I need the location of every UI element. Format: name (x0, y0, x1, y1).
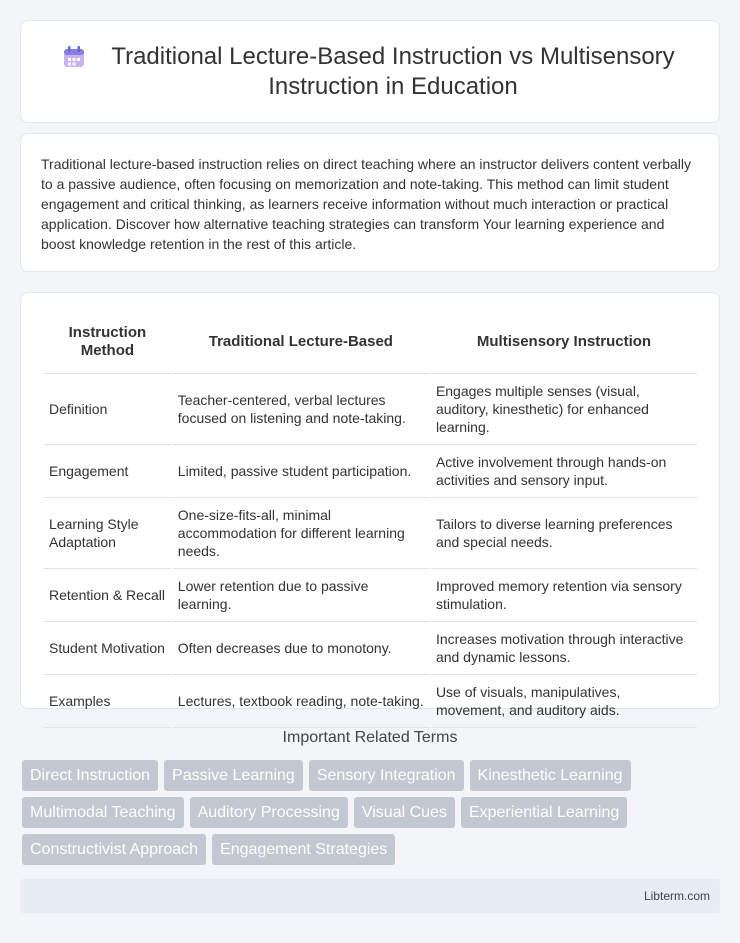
related-term-tag[interactable]: Visual Cues (354, 797, 455, 828)
table-header-row (44, 311, 697, 374)
table-row (44, 498, 697, 569)
table-cell: Definition (44, 374, 171, 445)
table-cell: Limited, passive student participation. (173, 445, 429, 498)
related-term-tag[interactable]: Multimodal Teaching (22, 797, 184, 828)
related-term-tag[interactable]: Sensory Integration (309, 760, 464, 791)
table-row (44, 569, 697, 622)
intro-paragraph: Traditional lecture-based instruction relies on direct teaching where an instructor delivers content verbally to a passive audience, often focusing on memorization and note-taking. This method can limit student engagement and critical thinking, as learners receive information without much interaction or practical application. Discover how alternative teaching strategies can transform Your learning experience and boost knowledge retention in the rest of this article. (41, 156, 692, 252)
table-cell: Examples (44, 675, 171, 728)
table-cell: One-size-fits-all, minimal accommodation for different learning needs. (173, 498, 429, 569)
related-term-tag[interactable]: Passive Learning (164, 760, 303, 791)
related-term-tag[interactable]: Constructivist Approach (22, 834, 206, 865)
table-cell: Improved memory retention via sensory stimulation. (431, 569, 697, 622)
table-cell: Increases motivation through interactive and dynamic lessons. (431, 622, 697, 675)
related-term-tag[interactable]: Engagement Strategies (212, 834, 395, 865)
related-term-tag[interactable]: Kinesthetic Learning (470, 760, 631, 791)
table-row (44, 622, 697, 675)
table-cell: Engages multiple senses (visual, auditory, kinesthetic) for enhanced learning. (431, 374, 697, 445)
comparison-table (42, 311, 699, 728)
table-cell: Lower retention due to passive learning. (173, 569, 429, 622)
footer (20, 879, 720, 913)
table-row (44, 374, 697, 445)
header-card (20, 20, 720, 123)
related-terms-list (22, 760, 722, 871)
table-cell: Lectures, textbook reading, note-taking. (173, 675, 429, 728)
calendar-icon (61, 44, 87, 70)
related-terms-heading: Important Related Terms (282, 729, 458, 746)
page-title: Traditional Lecture-Based Instruction vs Multisensory Instruction in Education (111, 42, 675, 100)
column-header: Multisensory Instruction (431, 311, 697, 374)
footer-site-link[interactable]: Libterm.com (643, 889, 710, 903)
table-cell: Active involvement through hands-on activities and sensory input. (431, 445, 697, 498)
table-cell: Tailors to diverse learning preferences and special needs. (431, 498, 697, 569)
column-header: Traditional Lecture-Based (173, 311, 429, 374)
table-cell: Student Motivation (44, 622, 171, 675)
table-cell: Learning Style Adaptation (44, 498, 171, 569)
related-term-tag[interactable]: Experiential Learning (461, 797, 627, 828)
table-row (44, 445, 697, 498)
table-cell: Teacher-centered, verbal lectures focused on listening and note-taking. (173, 374, 429, 445)
table-cell: Often decreases due to monotony. (173, 622, 429, 675)
intro-card (20, 133, 720, 272)
table-cell: Use of visuals, manipulatives, movement, and auditory aids. (431, 675, 697, 728)
table-row (44, 675, 697, 728)
table-cell: Engagement (44, 445, 171, 498)
column-header: Instruction Method (44, 311, 171, 374)
comparison-table-card (20, 292, 720, 718)
table-cell: Retention & Recall (44, 569, 171, 622)
related-term-tag[interactable]: Direct Instruction (22, 760, 158, 791)
related-term-tag[interactable]: Auditory Processing (190, 797, 348, 828)
